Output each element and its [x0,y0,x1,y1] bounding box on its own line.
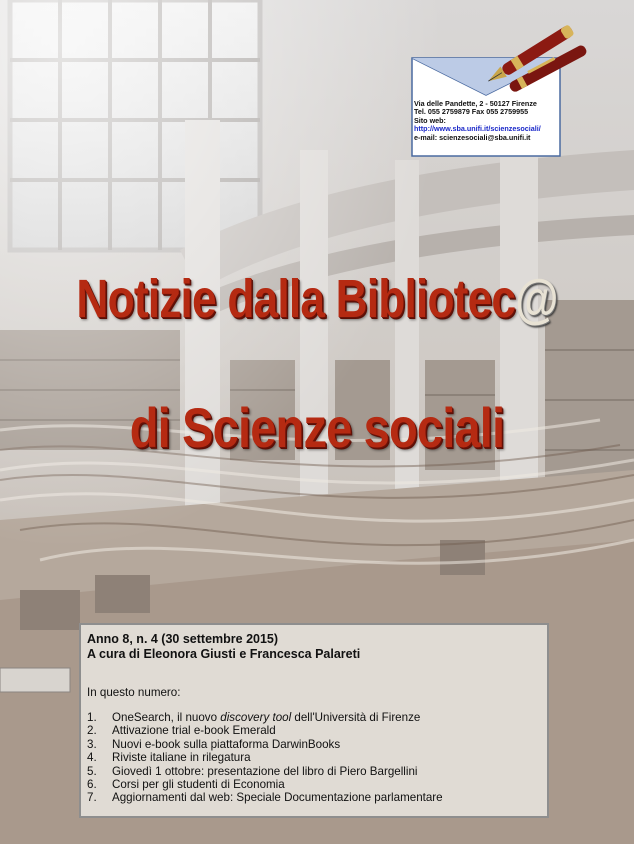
list-item-number: 5. [87,764,97,778]
list-item-number: 1. [87,711,97,724]
list-item-text: Attivazione trial e-book Emerald [112,724,276,738]
address-text: Via delle Pandette, 2 - 50127 Firenze [414,99,537,108]
list-item-text: Nuovi e-book sulla piattaforma DarwinBooks [112,737,341,751]
email-text: e-mail: scienzesociali@sba.unifi.it [414,132,531,142]
list-item-text: Aggiornamenti dal web: Speciale Documentazione parlamentare [112,791,443,805]
website-link[interactable]: http://www.sba.unifi.it/scienzesociali/ [414,124,541,134]
list-item-number: 6. [87,777,97,791]
list-item-number: 3. [87,737,97,751]
contents-list [87,711,443,805]
list-item-emphasis: discovery tool [220,711,292,724]
list-item [87,724,443,737]
list-item-number: 4. [87,751,97,765]
phone-fax-text: Tel. 055 2759879 Fax 055 2759955 [414,107,529,117]
contact-block [414,100,564,142]
list-item-text-end: dell'Università di Firenze [291,711,421,724]
list-item [87,711,443,724]
web-label: Sito web: [414,115,446,125]
list-item-number: 2. [87,724,97,738]
title-line-2: di Scienze sociali [129,396,505,459]
list-item-text: Riviste italiane in rilegatura [112,751,251,765]
list-item [87,778,443,791]
issue-editors: A cura di Eleonora Giusti e Francesca Palareti [87,647,361,661]
list-item [87,765,443,778]
list-item [87,751,443,764]
list-item [87,791,443,804]
title-line-1-text: Notizie dalla Bibliotec [76,269,516,329]
list-item-text: Giovedì 1 ottobre: presentazione del libro di Piero Bargellini [112,764,418,778]
issue-number: Anno 8, n. 4 (30 settembre 2015) [87,632,279,646]
list-item-text: Corsi per gli studenti di Economia [112,777,285,791]
list-item-text: OneSearch, il nuovo [112,711,221,724]
at-symbol-logo: @ [515,269,558,329]
list-item-number: 7. [87,791,97,805]
contents-intro: In questo numero: [87,686,181,699]
list-item [87,738,443,751]
fountain-pen-icon [470,12,600,92]
title-line-1 [57,268,577,330]
